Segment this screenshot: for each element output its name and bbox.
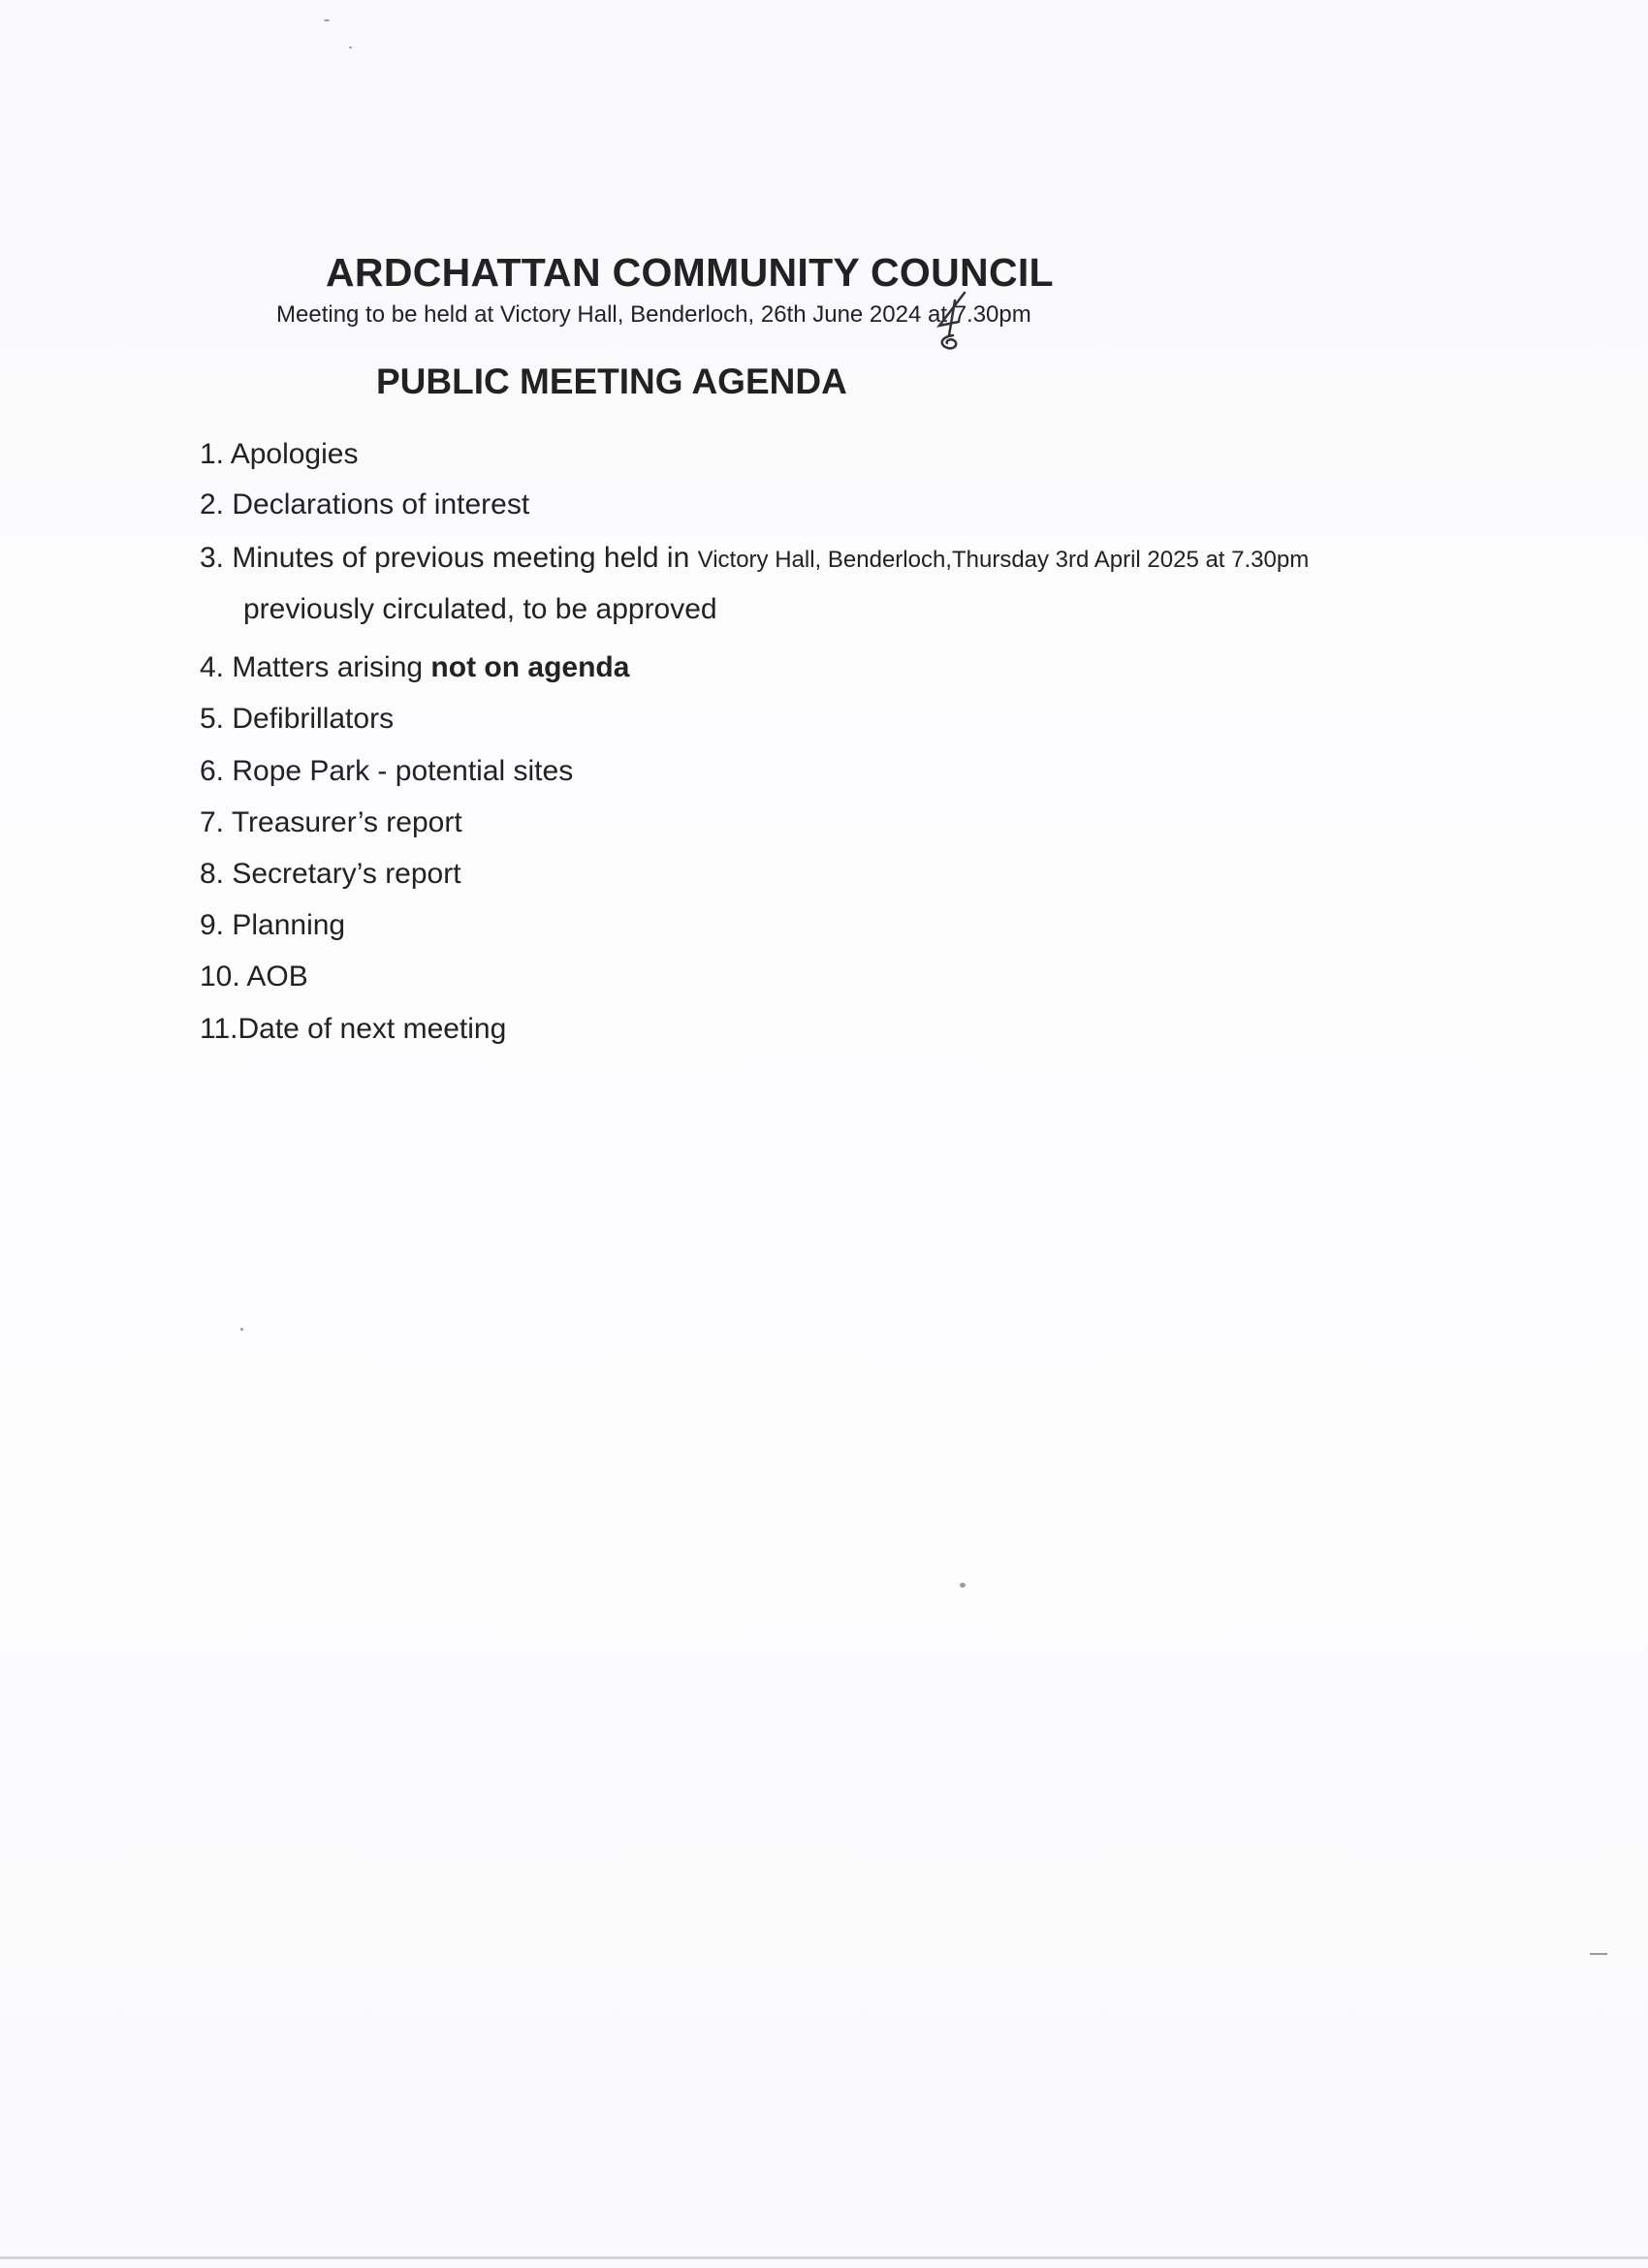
agenda-item-text: 4. Matters arising: [200, 651, 431, 683]
agenda-item: 6. Rope Park - potential sites: [200, 755, 574, 787]
agenda-item: 2. Declarations of interest: [200, 488, 530, 520]
meeting-details-time: at 7.30pm: [921, 301, 1031, 328]
scan-edge-line: [0, 2256, 1648, 2259]
meeting-details-text: Meeting to be held at Victory Hall, Benderloch, 26th June 202: [276, 301, 908, 328]
scan-speck: [1590, 1953, 1607, 1955]
agenda-item-detail: Victory Hall, Benderloch,Thursday 3rd April 2025 at 7.30pm: [697, 547, 1310, 573]
agenda-item: [200, 651, 629, 684]
agenda-item: 10. AOB: [200, 961, 308, 992]
scan-speck: [240, 1328, 243, 1331]
scan-speck: [960, 1583, 966, 1588]
agenda-item: 8. Secretary’s report: [200, 858, 461, 890]
agenda-item: [200, 542, 1309, 575]
council-title: ARDCHATTAN COMMUNITY COUNCIL: [326, 250, 1054, 295]
meeting-details: [276, 301, 1031, 329]
meeting-year-digit: 4: [907, 301, 922, 328]
agenda-item: 9. Planning: [200, 909, 346, 941]
agenda-item: 7. Treasurer’s report: [200, 806, 462, 838]
agenda-item-text: 3. Minutes of previous meeting held in: [200, 542, 698, 574]
handwritten-correction: [926, 287, 972, 357]
agenda-heading: PUBLIC MEETING AGENDA: [376, 362, 847, 401]
agenda-item-emphasis: not on agenda: [430, 651, 630, 683]
scan-speck: [324, 19, 330, 21]
scan-speck: [349, 47, 352, 48]
agenda-item: 11.Date of next meeting: [200, 1013, 507, 1045]
agenda-item-continuation: previously circulated, to be approved: [243, 593, 717, 625]
agenda-item: 5. Defibrillators: [200, 703, 395, 735]
agenda-item: 1. Apologies: [200, 438, 359, 470]
